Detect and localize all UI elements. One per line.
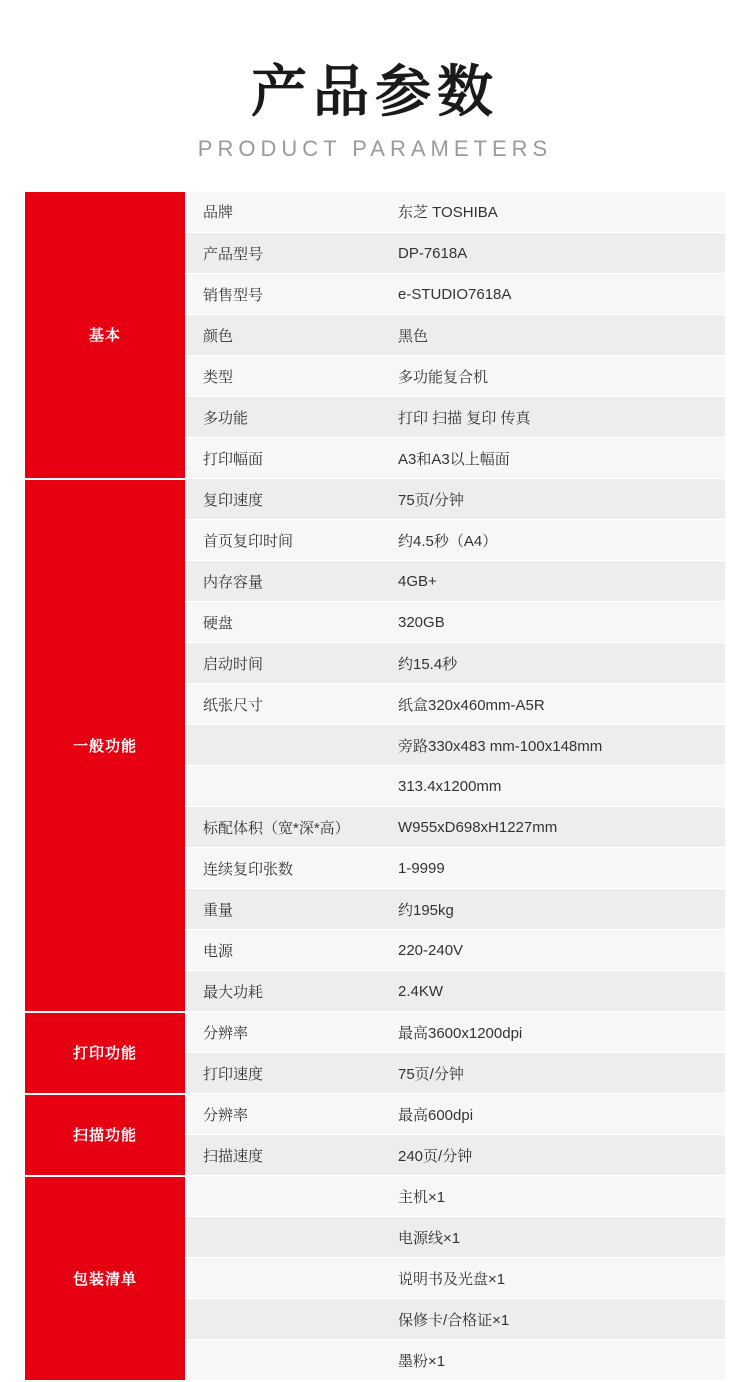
spec-value-cell: 旁路330x483 mm-100x148mm — [380, 725, 725, 766]
spec-value-cell: 约4.5秒（A4） — [380, 520, 725, 561]
spec-table-wrapper — [0, 192, 750, 1382]
spec-category-cell: 扫描功能 — [25, 1094, 185, 1176]
spec-value-cell: 320GB — [380, 602, 725, 643]
spec-key-cell: 纸张尺寸 — [185, 684, 380, 725]
spec-value-cell: 75页/分钟 — [380, 1053, 725, 1094]
table-row — [25, 1176, 725, 1217]
spec-value-cell: 220-240V — [380, 930, 725, 971]
spec-value-cell: 1-9999 — [380, 848, 725, 889]
spec-category-cell: 基本 — [25, 192, 185, 479]
table-row — [25, 1094, 725, 1135]
spec-key-cell: 销售型号 — [185, 274, 380, 315]
spec-category-cell: 一般功能 — [25, 479, 185, 1012]
spec-key-cell: 类型 — [185, 356, 380, 397]
spec-value-cell: 约15.4秒 — [380, 643, 725, 684]
spec-value-cell: 打印 扫描 复印 传真 — [380, 397, 725, 438]
spec-value-cell: 2.4KW — [380, 971, 725, 1012]
spec-value-cell: 最高600dpi — [380, 1094, 725, 1135]
spec-value-cell: 主机×1 — [380, 1176, 725, 1217]
spec-key-cell — [185, 1258, 380, 1299]
spec-key-cell — [185, 766, 380, 807]
spec-value-cell: 约195kg — [380, 889, 725, 930]
spec-value-cell: 4GB+ — [380, 561, 725, 602]
spec-key-cell: 电源 — [185, 930, 380, 971]
spec-value-cell: 东芝 TOSHIBA — [380, 192, 725, 233]
spec-value-cell: W955xD698xH1227mm — [380, 807, 725, 848]
page-subtitle: PRODUCT PARAMETERS — [197, 135, 553, 161]
spec-key-cell: 首页复印时间 — [185, 520, 380, 561]
spec-key-cell: 复印速度 — [185, 479, 380, 520]
spec-key-cell — [185, 1340, 380, 1381]
spec-key-cell: 最大功耗 — [185, 971, 380, 1012]
spec-key-cell: 硬盘 — [185, 602, 380, 643]
spec-key-cell: 打印速度 — [185, 1053, 380, 1094]
spec-key-cell: 内存容量 — [185, 561, 380, 602]
spec-value-cell: A3和A3以上幅面 — [380, 438, 725, 479]
spec-key-cell — [185, 1176, 380, 1217]
spec-key-cell: 分辨率 — [185, 1094, 380, 1135]
spec-key-cell: 连续复印张数 — [185, 848, 380, 889]
table-row — [25, 192, 725, 233]
spec-key-cell: 启动时间 — [185, 643, 380, 684]
table-row — [25, 479, 725, 520]
spec-value-cell: 240页/分钟 — [380, 1135, 725, 1176]
spec-key-cell: 品牌 — [185, 192, 380, 233]
spec-value-cell: 说明书及光盘×1 — [380, 1258, 725, 1299]
spec-value-cell: 黑色 — [380, 315, 725, 356]
spec-key-cell: 分辨率 — [185, 1012, 380, 1053]
spec-value-cell: 313.4x1200mm — [380, 766, 725, 807]
spec-key-cell — [185, 1217, 380, 1258]
spec-category-cell: 包装清单 — [25, 1176, 185, 1381]
spec-key-cell: 产品型号 — [185, 233, 380, 274]
spec-value-cell: 墨粉×1 — [380, 1340, 725, 1381]
spec-value-cell: e-STUDIO7618A — [380, 274, 725, 315]
spec-key-cell — [185, 725, 380, 766]
page-title: 产品参数 — [251, 60, 499, 125]
spec-value-cell: 电源线×1 — [380, 1217, 725, 1258]
spec-value-cell: 最高3600x1200dpi — [380, 1012, 725, 1053]
spec-key-cell: 多功能 — [185, 397, 380, 438]
spec-value-cell: 75页/分钟 — [380, 479, 725, 520]
spec-value-cell: 保修卡/合格证×1 — [380, 1299, 725, 1340]
spec-value-cell: 多功能复合机 — [380, 356, 725, 397]
spec-category-cell: 打印功能 — [25, 1012, 185, 1094]
spec-value-cell: 纸盒320x460mm-A5R — [380, 684, 725, 725]
spec-key-cell: 打印幅面 — [185, 438, 380, 479]
spec-key-cell: 标配体积（宽*深*高） — [185, 807, 380, 848]
spec-key-cell — [185, 1299, 380, 1340]
spec-key-cell: 颜色 — [185, 315, 380, 356]
spec-key-cell: 重量 — [185, 889, 380, 930]
page-header — [0, 0, 750, 162]
table-row — [25, 1012, 725, 1053]
spec-key-cell: 扫描速度 — [185, 1135, 380, 1176]
spec-table — [25, 192, 725, 1382]
spec-value-cell: DP-7618A — [380, 233, 725, 274]
